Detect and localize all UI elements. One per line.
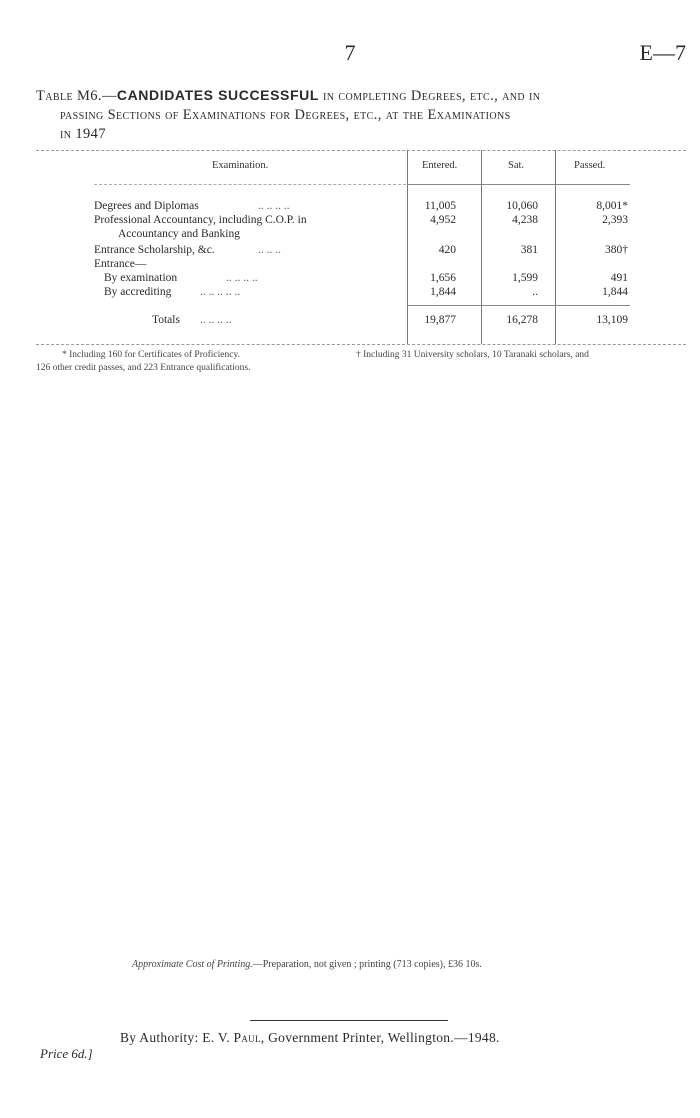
totals-sat: 16,278 <box>506 314 538 326</box>
row-leader-dots: .. .. .. .. <box>200 314 232 326</box>
row-passed: 8,001* <box>596 200 628 212</box>
table-row <box>0 228 700 242</box>
header-examination: Examination. <box>212 160 269 171</box>
imprint <box>120 1030 500 1046</box>
page-code: E—7 <box>639 40 686 65</box>
printer-name: E. V. Paul, <box>202 1030 265 1045</box>
table-title <box>36 86 686 144</box>
imprint-prefix: By Authority: <box>120 1030 199 1045</box>
totals-entered: 19,877 <box>424 314 456 326</box>
row-sat: 10,060 <box>506 200 538 212</box>
table-label: Table M6. <box>36 88 102 104</box>
table-row <box>0 272 700 286</box>
imprint-suffix: Government Printer, Wellington.—1948. <box>268 1030 500 1045</box>
totals-row <box>0 314 700 328</box>
row-leader-dots: .. .. .. .. <box>258 200 290 212</box>
imprint-rule <box>250 1020 448 1021</box>
page-number: 7 <box>344 40 356 65</box>
table-bottom-rule <box>36 344 686 345</box>
row-label: By accrediting <box>104 286 172 298</box>
title-line-3: in 1947 <box>60 126 106 142</box>
row-label: Entrance— <box>94 258 147 270</box>
title-line-1 <box>36 86 686 106</box>
row-entered: 420 <box>438 244 456 256</box>
row-label: Degrees and Diplomas <box>94 200 199 212</box>
row-label: Entrance Scholarship, &c. <box>94 244 215 256</box>
header-rule-right <box>408 184 630 185</box>
table-row <box>0 244 700 258</box>
row-sat: 1,599 <box>512 272 538 284</box>
row-entered: 4,952 <box>430 214 456 226</box>
row-sat: 381 <box>520 244 538 256</box>
footnote-dagger: † Including 31 University scholars, 10 Taranaki scholars, and <box>356 350 589 360</box>
row-sat: 4,238 <box>512 214 538 226</box>
totals-passed: 13,109 <box>596 314 628 326</box>
table-row <box>0 214 700 228</box>
row-passed: 380† <box>605 244 628 256</box>
row-label: By examination <box>104 272 178 284</box>
header-entered: Entered. <box>422 160 458 171</box>
table-row <box>0 200 700 214</box>
row-label: Accountancy and Banking <box>118 228 240 240</box>
footnote-star: * Including 160 for Certificates of Proficiency. <box>62 350 240 360</box>
title-dash: — <box>101 88 117 104</box>
header-passed: Passed. <box>574 160 606 171</box>
printing-cost-label: Approximate Cost of Printing. <box>132 959 253 970</box>
table-row <box>0 286 700 300</box>
price: Price 6d.] <box>40 1046 93 1061</box>
row-passed: 491 <box>610 272 628 284</box>
header-sat: Sat. <box>508 160 525 171</box>
row-label: Professional Accountancy, including C.O.P. in <box>94 214 307 226</box>
row-sat: .. <box>532 286 538 298</box>
totals-rule <box>408 305 630 306</box>
table-row <box>0 258 700 272</box>
totals-label: Totals <box>152 314 180 326</box>
printing-cost <box>132 959 482 970</box>
row-entered: 1,656 <box>430 272 456 284</box>
row-leader-dots: .. .. .. .. .. <box>200 286 241 298</box>
title-strong: CANDIDATES SUCCESSFUL <box>116 87 320 103</box>
printing-cost-text: —Preparation, not given ; printing (713 copies), £36 10s. <box>252 959 482 970</box>
title-line-1-rest: in completing Degrees, etc., and in <box>319 88 541 104</box>
row-entered: 11,005 <box>424 200 456 212</box>
row-leader-dots: .. .. .. <box>258 244 281 256</box>
row-passed: 2,393 <box>602 214 628 226</box>
row-leader-dots: .. .. .. .. <box>226 272 258 284</box>
footnote-dagger-continued: 126 other credit passes, and 223 Entrance qualifications. <box>36 363 251 373</box>
row-entered: 1,844 <box>430 286 456 298</box>
header-rule-left <box>94 184 406 185</box>
table-top-rule <box>36 150 686 151</box>
title-line-2: passing Sections of Examinations for Degrees, etc., at the Examinations <box>60 107 511 123</box>
row-passed: 1,844 <box>602 286 628 298</box>
